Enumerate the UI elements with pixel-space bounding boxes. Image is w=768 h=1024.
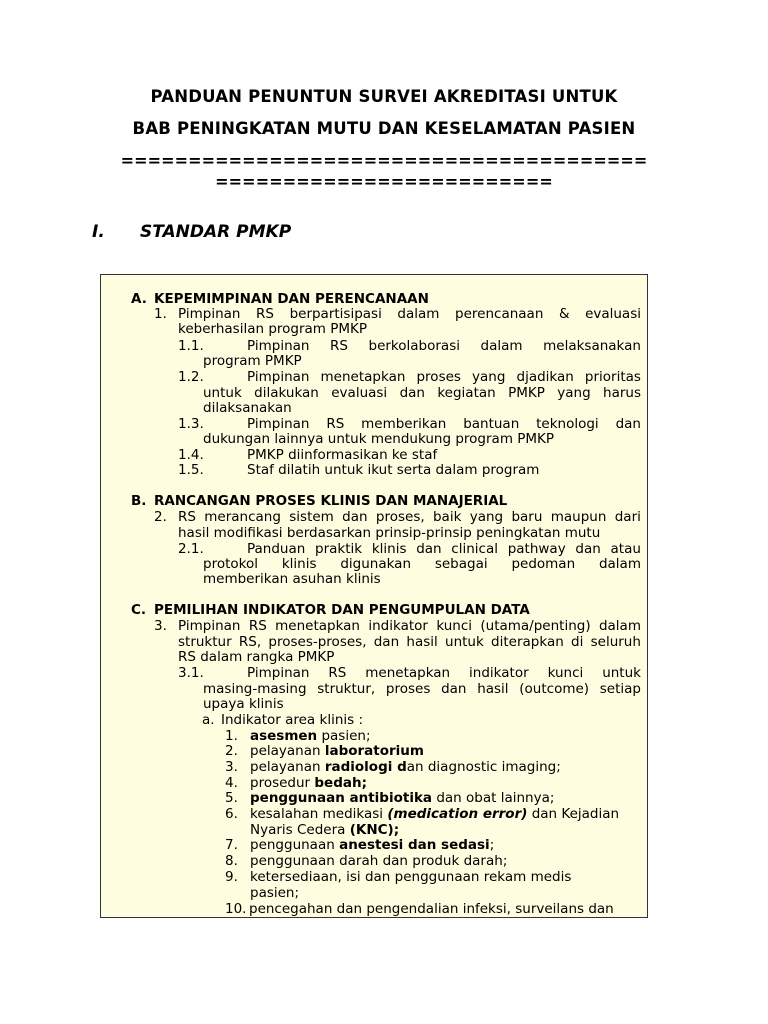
item-1-5-num: 1.5.	[178, 462, 204, 478]
separator-line1: =======================================	[120, 151, 648, 170]
heading-b: RANCANGAN PROSES KLINIS DAN MANAJERIAL	[154, 493, 508, 509]
list-num-2: 2.	[225, 743, 238, 759]
section-number: I.	[92, 222, 105, 242]
item-1-1-line2: program PMKP	[203, 353, 302, 369]
heading-a-label: A.	[131, 291, 147, 307]
item-2-1-num: 2.1.	[178, 541, 204, 557]
document-title-line2: BAB PENINGKATAN MUTU DAN KESELAMATAN PASIEN	[132, 119, 636, 138]
list-num-7: 7.	[225, 837, 238, 853]
list-num-9: 9.	[225, 869, 238, 885]
item-2-num: 2.	[154, 509, 167, 525]
item-3-line3: RS dalam rangka PMKP	[178, 649, 335, 665]
item-1-4-text: PMKP diinformasikan ke staf	[247, 447, 438, 463]
item-3-1-num: 3.1.	[178, 665, 204, 681]
list-item-1: asesmen pasien;	[250, 728, 371, 744]
list-num-3: 3.	[225, 759, 238, 775]
item-1-2-line2: untuk dilakukan evaluasi dan kegiatan PMKP yang harus	[203, 385, 641, 401]
list-item-6-line2: Nyaris Cedera (KNC);	[250, 822, 400, 838]
list-item-9-line2: pasien;	[250, 885, 300, 901]
document-title-line1: PANDUAN PENUNTUN SURVEI AKREDITASI UNTUK	[150, 87, 618, 106]
list-num-4: 4.	[225, 775, 238, 791]
heading-c: PEMILIHAN INDIKATOR DAN PENGUMPULAN DATA	[154, 602, 530, 618]
sub-a-label: a.	[202, 712, 215, 728]
list-num-10: 10.	[225, 901, 247, 917]
item-1-2-line1: Pimpinan menetapkan proses yang djadikan prioritas	[247, 369, 641, 385]
item-2-1-line3: memberikan asuhan klinis	[203, 571, 381, 587]
sub-a-text: Indikator area klinis :	[221, 712, 364, 728]
item-1-num: 1.	[154, 306, 167, 322]
standards-box	[100, 274, 648, 918]
heading-c-label: C.	[131, 602, 147, 618]
list-item-9: ketersediaan, isi dan penggunaan rekam medis	[250, 869, 572, 885]
item-3-1-line3: upaya klinis	[203, 696, 284, 712]
item-3-line2: struktur RS, proses-proses, dan hasil untuk diterapkan di seluruh	[178, 634, 641, 650]
item-1-1-line1: Pimpinan RS berkolaborasi dalam melaksanakan	[247, 338, 641, 354]
heading-a: KEPEMIMPINAN DAN PERENCANAAN	[154, 291, 429, 307]
list-item-3: pelayanan radiologi dan diagnostic imaging;	[250, 759, 561, 775]
list-num-6: 6.	[225, 806, 238, 822]
list-num-8: 8.	[225, 853, 238, 869]
list-item-6: kesalahan medikasi (medication error) dan Kejadian	[250, 806, 620, 822]
list-item-7: penggunaan anestesi dan sedasi;	[250, 837, 495, 853]
item-2-line1: RS merancang sistem dan proses, baik yang baru maupun dari	[178, 509, 641, 525]
item-1-2-num: 1.2.	[178, 369, 204, 385]
item-1-4-num: 1.4.	[178, 447, 204, 463]
item-3-1-line2: masing-masing struktur, proses dan hasil (outcome) setiap	[203, 681, 641, 697]
heading-b-label: B.	[131, 493, 147, 509]
item-1-2-line3: dilaksanakan	[203, 400, 292, 416]
list-item-8: penggunaan darah dan produk darah;	[250, 853, 508, 869]
item-1-3-line2: dukungan lainnya untuk mendukung program PMKP	[203, 431, 555, 447]
item-1-3-line1: Pimpinan RS memberikan bantuan teknologi dan	[247, 416, 641, 432]
item-3-1-line1: Pimpinan RS menetapkan indikator kunci untuk	[247, 665, 641, 681]
list-num-1: 1.	[225, 728, 238, 744]
item-3-num: 3.	[154, 618, 167, 634]
list-num-5: 5.	[225, 790, 238, 806]
list-item-2: pelayanan laboratorium	[250, 743, 424, 759]
item-1-line2: keberhasilan program PMKP	[178, 321, 368, 337]
list-item-4: prosedur bedah;	[250, 775, 367, 791]
list-item-5: penggunaan antibiotika dan obat lainnya;	[250, 790, 555, 806]
list-item-10: pencegahan dan pengendalian infeksi, surveilans dan	[249, 901, 614, 917]
item-1-3-num: 1.3.	[178, 416, 204, 432]
item-1-5-text: Staf dilatih untuk ikut serta dalam program	[247, 462, 540, 478]
item-2-line2: hasil modifikasi berdasarkan prinsip-prinsip peningkatan mutu	[178, 525, 601, 541]
item-2-1-line1: Panduan praktik klinis dan clinical pathway dan atau	[247, 541, 641, 557]
item-1-1-num: 1.1.	[178, 338, 204, 354]
item-2-1-line2: protokol klinis digunakan sebagai pedoman dalam	[203, 556, 641, 572]
separator-line2: =========================	[215, 172, 553, 191]
item-1-line1: Pimpinan RS berpartisipasi dalam perencanaan & evaluasi	[178, 306, 641, 322]
section-title: STANDAR PMKP	[140, 222, 292, 242]
item-3-line1: Pimpinan RS menetapkan indikator kunci (utama/penting) dalam	[178, 618, 641, 634]
